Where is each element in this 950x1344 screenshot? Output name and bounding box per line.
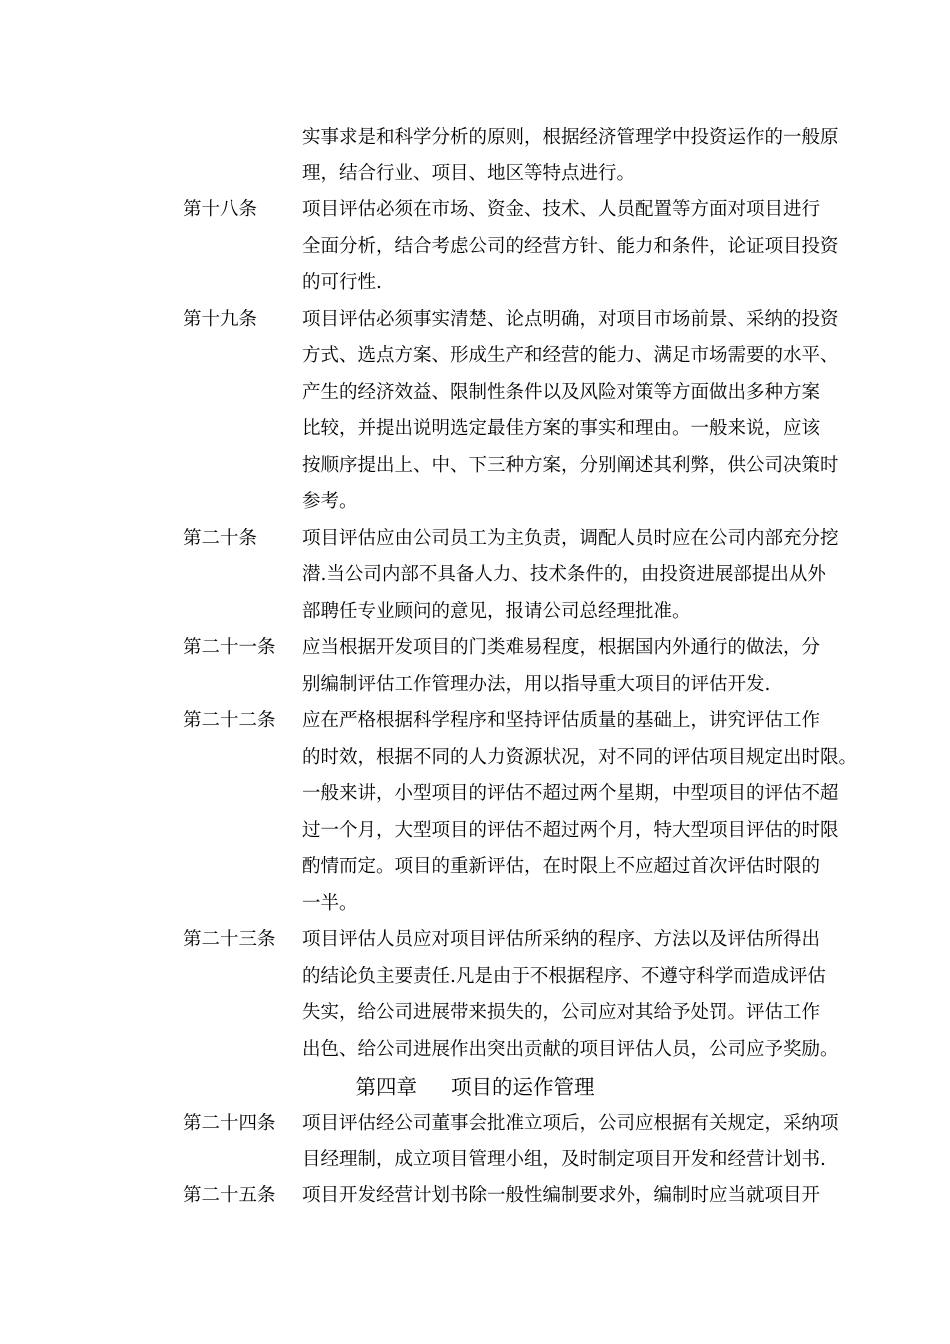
article-text: 应在严格根据科学程序和坚持评估质量的基础上，讲究评估工作 [302, 710, 821, 731]
chapter-title: 项目的运作管理 [451, 1075, 595, 1099]
article-text: 全面分析，结合考虑公司的经营方针、能力和条件，论证项目投资 [302, 236, 839, 257]
article-label: 第二十条 [183, 528, 258, 549]
article-text: 参考。 [302, 491, 358, 512]
article-text: 项目评估必须在市场、资金、技术、人员配置等方面对项目进行 [302, 199, 821, 220]
article-text: 一般来讲，小型项目的评估不超过两个星期，中型项目的评估不超 [302, 783, 839, 804]
article-label: 第二十三条 [183, 929, 276, 950]
article-label: 第二十二条 [183, 710, 276, 731]
article-text: 失实，给公司进展带来损失的，公司应对其给予处罚。评估工作 [302, 1002, 821, 1023]
article-text: 目经理制，成立项目管理小组，及时制定项目开发和经营计划书. [302, 1149, 826, 1170]
article-text: 方式、选点方案、形成生产和经营的能力、满足市场需要的水平、 [302, 345, 839, 366]
article-text: 部聘任专业顾问的意见，报请公司总经理批准。 [302, 601, 691, 622]
article-label: 第二十一条 [183, 637, 276, 658]
article-text: 按顺序提出上、中、下三种方案，分别阐述其利弊，供公司决策时 [302, 455, 839, 476]
article-label: 第十九条 [183, 309, 258, 330]
article-text: 项目评估必须事实清楚、论点明确，对项目市场前景、采纳的投资 [302, 309, 839, 330]
chapter-number: 第四章 [355, 1075, 417, 1099]
article-text: 项目开发经营计划书除一般性编制要求外，编制时应当就项目开 [302, 1185, 821, 1206]
article-label: 第二十四条 [183, 1113, 276, 1134]
article-text: 潜.当公司内部不具备人力、技术条件的，由投资进展部提出从外 [302, 564, 826, 585]
article-text: 一半。 [302, 893, 358, 914]
article-label: 第二十五条 [183, 1185, 276, 1206]
article-text: 实事求是和科学分析的原则，根据经济管理学中投资运作的一般原 [302, 127, 839, 148]
article-text: 别编制评估工作管理办法，用以指导重大项目的评估开发. [302, 674, 771, 695]
article-text: 出色、给公司进展作出突出贡献的项目评估人员，公司应予奖励。 [302, 1039, 839, 1060]
article-text: 项目评估人员应对项目评估所采纳的程序、方法以及评估所得出 [302, 929, 821, 950]
article-text: 应当根据开发项目的门类难易程度，根据国内外通行的做法，分 [302, 637, 821, 658]
article-text: 的时效，根据不同的人力资源状况，对不同的评估项目规定出时限。 [302, 747, 858, 768]
article-label: 第十八条 [183, 199, 258, 220]
chapter-heading [0, 1069, 950, 1105]
article-text: 比较，并提出说明选定最佳方案的事实和理由。一般来说，应该 [302, 418, 821, 439]
article-text: 的结论负主要责任.凡是由于不根据程序、不遵守科学而造成评估 [302, 966, 826, 987]
article-text: 理，结合行业、项目、地区等特点进行。 [302, 163, 636, 184]
article-text: 的可行性. [302, 272, 382, 293]
article-text: 项目评估应由公司员工为主负责，调配人员时应在公司内部充分挖 [302, 528, 839, 549]
article-text: 过一个月，大型项目的评估不超过两个月，特大型项目评估的时限 [302, 820, 839, 841]
article-text: 酌情而定。项目的重新评估，在时限上不应超过首次评估时限的 [302, 856, 821, 877]
article-text: 项目评估经公司董事会批准立项后，公司应根据有关规定，采纳项 [302, 1113, 839, 1134]
article-text: 产生的经济效益、限制性条件以及风险对策等方面做出多种方案 [302, 382, 821, 403]
